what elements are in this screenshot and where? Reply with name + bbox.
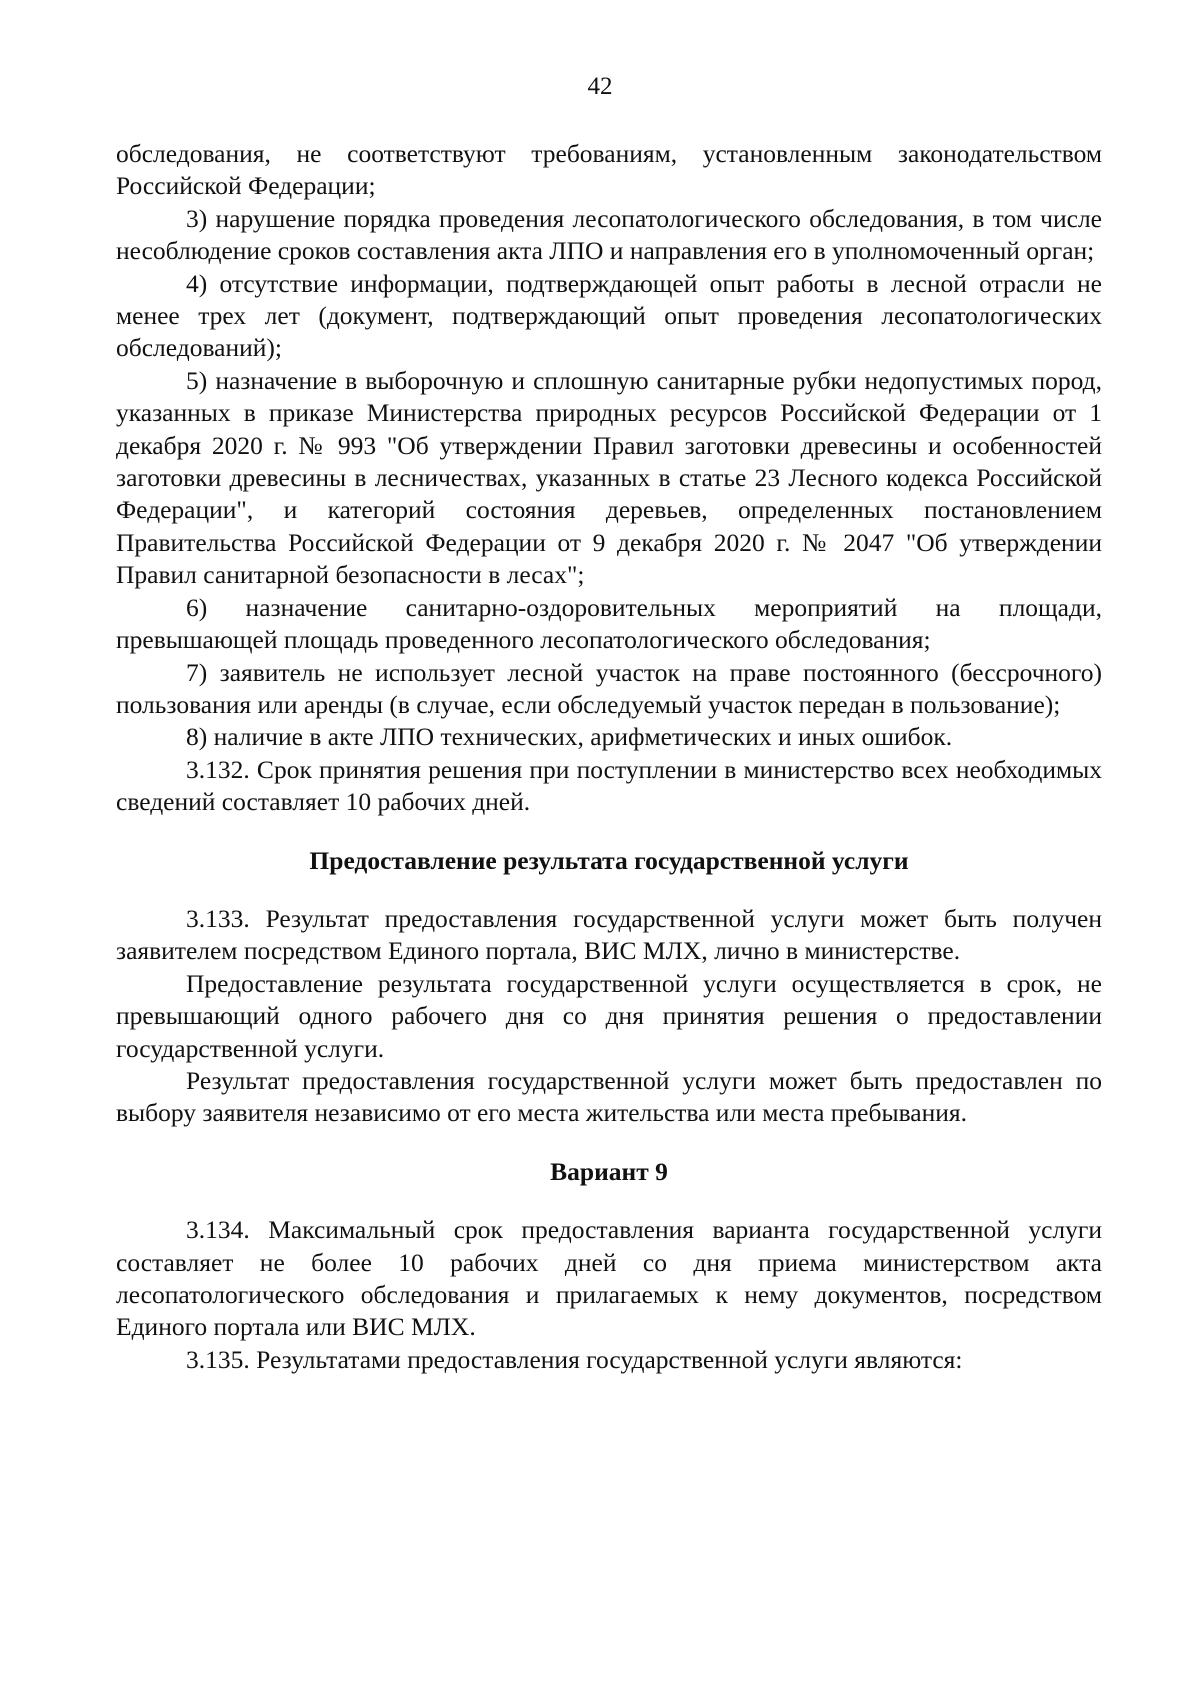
list-item-7: 7) заявитель не использует лесной участок на праве постоянного (бессрочного) пользования или аренды (в случае, если обследуемый участок передан в пользование); [116, 657, 1102, 719]
document-body [116, 138, 1102, 1376]
paragraph-continuation: обследования, не соответствуют требованиям, установленным законодательством Российской Федерации; [116, 139, 1102, 201]
page-number: 42 [587, 73, 613, 100]
clause-3-132: 3.132. Срок принятия решения при поступлении в министерство всех необходимых сведений составляет 10 рабочих дней. [116, 754, 1102, 817]
paragraph-result-term: Предоставление результата государственной услуги осуществляется в срок, не превышающий одного рабочего дня со дня принятия решения о предоставлении государственной услуги. [116, 968, 1102, 1063]
section-heading-variant: Вариант 9 [550, 1156, 668, 1186]
list-item-5: 5) назначение в выборочную и сплошную санитарные рубки недопустимых пород, указанных в приказе Министерства природных ресурсов Российской Федерации от 1 декабря 2020 г. № 993 "Об утверждении Правил заготовки древесины и особенностей заготовки древесины в лесничествах, указанных в статье 23 Лесного кодекса Российской Федерации", и категорий состояния деревьев, определенных постановлением Правительства Российской Федерации от 9 декабря 2020 г. № 2047 "Об утверждении Правил санитарной безопасности в лесах"; [116, 365, 1102, 590]
paragraph-result-choice: Результат предоставления государственной услуги может быть предоставлен по выбору заявителя независимо от его места жительства или места пребывания. [116, 1065, 1102, 1128]
clause-3-134: 3.134. Максимальный срок предоставления варианта государственной услуги составляет не более 10 рабочих дней со дня приема министерством акта лесопатологического обследования и прилагаемых к нему документов, посредством Единого портала или ВИС МЛХ. [116, 1215, 1102, 1342]
list-item-6: 6) назначение санитарно-оздоровительных мероприятий на площади, превышающей площадь проведенного лесопатологического обследования; [116, 592, 1102, 655]
list-item-3: 3) нарушение порядка проведения лесопатологического обследования, в том числе несоблюдение сроков составления акта ЛПО и направления его в уполномоченный орган; [116, 203, 1102, 266]
list-item-4: 4) отсутствие информации, подтверждающей опыт работы в лесной отрасли не менее трех лет (документ, подтверждающий опыт проведения лесопатологических обследований); [116, 268, 1102, 363]
list-item-8: 8) наличие в акте ЛПО технических, арифметических и иных ошибок. [186, 722, 953, 752]
clause-3-133: 3.133. Результат предоставления государственной услуги может быть получен заявителем посредством Единого портала, ВИС МЛХ, лично в министерстве. [116, 903, 1102, 966]
section-heading-result: Предоставление результата государственной услуги [309, 845, 909, 875]
clause-3-135: 3.135. Результатами предоставления государственной услуги являются: [186, 1344, 963, 1374]
